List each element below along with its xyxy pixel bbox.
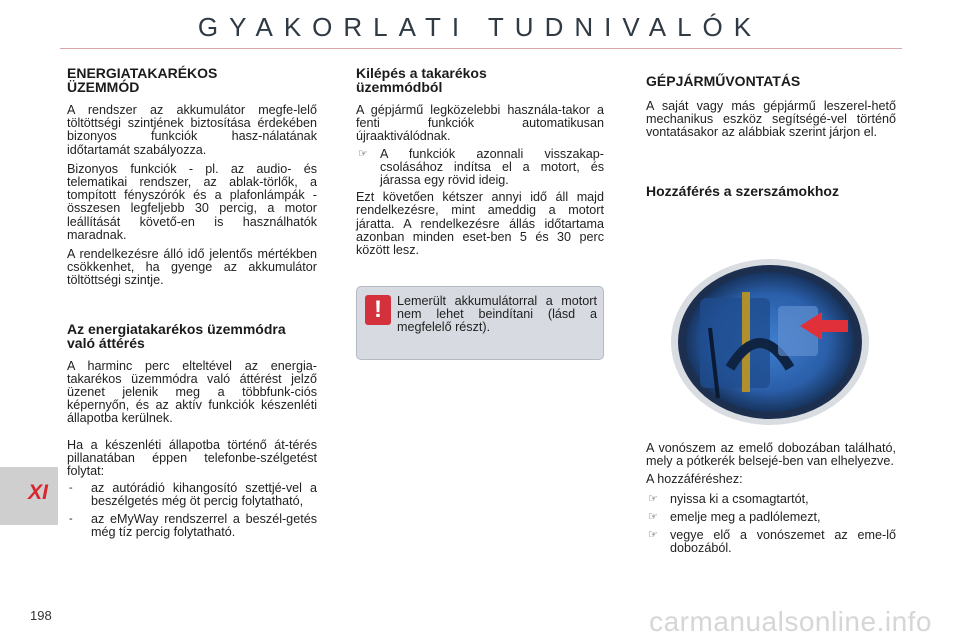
paragraph: A rendszer az akkumulátor megfe-lelő töltöttségi szintjének biztosítása érdekében bizonyos funkciók hasz-nálatának időtartamát szabályozza.	[67, 103, 317, 157]
spare-wheel-photo	[670, 258, 870, 426]
list-item	[67, 513, 317, 539]
heading-switch-to-saving: Az energiatakarékos üzemmódra való áttérés	[67, 320, 286, 351]
list-item	[646, 529, 896, 555]
dash-marker: -	[69, 512, 73, 525]
paragraph: Bizonyos funkciók - pl. az audio- és telematikai rendszer, az ablak-törlők, a tompított fényszórók és a plafonlámpák - összesen legfeljebb 30 percig, a motor leállítását követő-en is használhatók maradnak.	[67, 161, 317, 242]
page-title: GYAKORLATI TUDNIVALÓK	[197, 12, 763, 42]
pointing-hand-icon: ☞	[648, 510, 658, 523]
list-item-text: emelje meg a padlólemezt,	[670, 509, 821, 524]
pointing-hand-icon: ☞	[648, 492, 658, 505]
paragraph: A harminc perc elteltével az energia-takarékos üzemmódra való áttérést jelző üzenet jelenik meg a többfunk-ciós képernyőn, és az aktív funkciók készenléti állapotba kerülnek.	[67, 358, 317, 426]
column-energy-saving	[67, 66, 317, 539]
heading-energy-saving: ENERGIATAKARÉKOS ÜZEMMÓD	[67, 65, 218, 95]
warning-box	[356, 286, 604, 360]
paragraph: Ha a készenléti állapotba történő át-térés pillanatában éppen telefonbe-szélgetést folytat:	[67, 437, 317, 479]
page-number: 198	[30, 608, 52, 623]
column-towing	[646, 66, 896, 198]
dash-marker: -	[69, 482, 73, 495]
heading-towing: GÉPJÁRMŰVONTATÁS	[646, 73, 801, 89]
paragraph: A gépjármű legközelebbi használa-takor a fenti funkciók automatikusan újraaktiválódnak.	[356, 103, 604, 144]
list-item-text: A funkciók azonnali visszakap-csolásához indítsa el a motort, és járassa egy rövid ideig.	[380, 146, 604, 188]
paragraph: A vonószem az emelő dobozában található, mely a pótkerék belsejé-ben van elhelyezve.	[646, 441, 896, 469]
heading-exit-saving: Kilépés a takarékos üzemmódból	[356, 65, 487, 95]
list-item-text: vegye elő a vonószemet az eme-lő dobozából.	[670, 528, 896, 556]
pointing-hand-icon: ☞	[648, 529, 658, 542]
chapter-tab	[0, 467, 58, 525]
list-item	[67, 482, 317, 508]
paragraph: A saját vagy más gépjármű leszerel-hető mechanikus eszköz segítségé-vel történő vontatásakor az alábbiak szerint járjon el.	[646, 99, 896, 140]
list-item-text: nyissa ki a csomagtartót,	[670, 491, 809, 506]
list-item	[646, 493, 896, 506]
header-divider	[60, 48, 902, 49]
paragraph: A hozzáféréshez:	[646, 472, 743, 487]
paragraph: Ezt követően kétszer annyi idő áll majd rendelkezésre, mint ameddig a motort járatta. A rendelkezésre állás időtartama azonban minden eset-ben 5 és 30 perc között lesz.	[356, 190, 604, 258]
warning-text: Lemerült akkumulátorral a motort nem lehet beindítani (lásd a megfelelő részt).	[397, 294, 597, 335]
column-towing-continued	[646, 442, 896, 555]
column-exit-saving	[356, 66, 604, 257]
chapter-tab-label: XI	[28, 481, 48, 504]
heading-tool-access: Hozzáférés a szerszámokhoz	[646, 182, 839, 199]
watermark: carmanualsonline.info	[649, 606, 932, 637]
pointing-hand-icon: ☞	[358, 147, 368, 160]
list-item	[356, 148, 604, 188]
warning-icon: !	[365, 295, 391, 325]
list-item-text: az eMyWay rendszerrel a beszél-getés még tíz percig folytatható.	[91, 511, 317, 539]
paragraph: A rendelkezésre álló idő jelentős mértékben csökkenhet, ha gyenge az akkumulátor töltöttségi szintje.	[67, 247, 317, 288]
list-item-text: az autórádió kihangosító szettjé-vel a beszélgetés még öt percig folytatható,	[91, 481, 317, 509]
list-item	[646, 511, 896, 524]
